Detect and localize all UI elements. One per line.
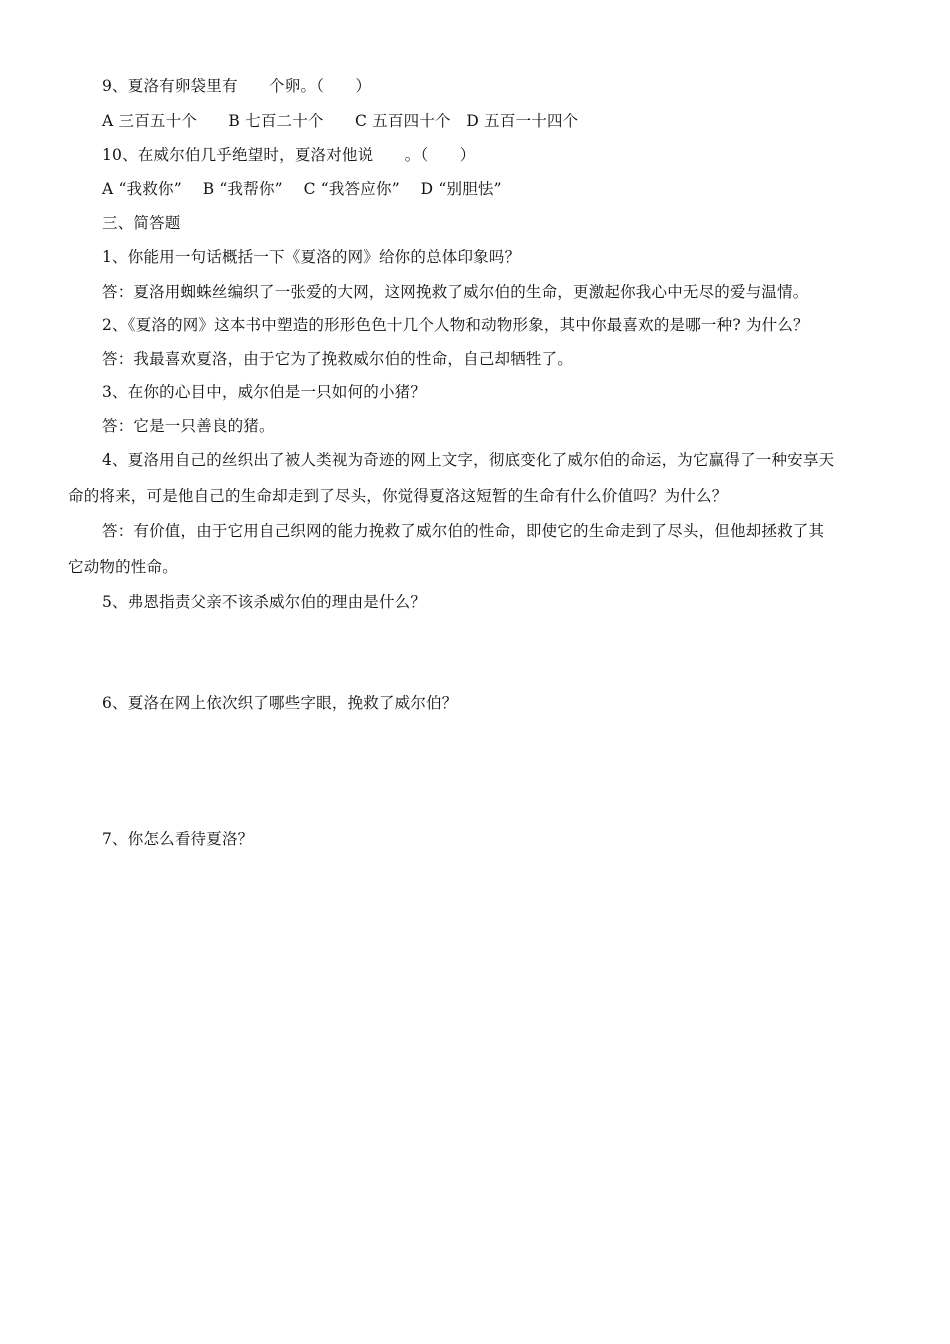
short-question-6: 6、夏洛在网上依次织了哪些字眼，挽救了威尔伯？ — [102, 694, 458, 712]
short-answer-3: 答：它是一只善良的猪。 — [102, 417, 275, 435]
question-10: 10、在威尔伯几乎绝望时，夏洛对他说 。（ ） — [102, 146, 476, 164]
short-question-2: 2、《夏洛的网》这本书中塑造的形形色色十几个人物和动物形象，其中你最喜欢的是哪一种? 为什么？ — [102, 316, 809, 334]
short-question-4-line-1: 4、夏洛用自己的丝织出了被人类视为奇迹的网上文字，彻底变化了威尔伯的命运，为它赢得了一种安享天 — [102, 451, 835, 469]
short-answer-4-line-1: 答：有价值，由于它用自己织网的能力挽救了威尔伯的性命，即使它的生命走到了尽头，但他却拯救了其 — [102, 522, 825, 540]
section-heading-short-answer: 三、简答题 — [102, 214, 181, 232]
question-9-options: A 三百五十个 B 七百二十个 C 五百四十个 D 五百一十四个 — [102, 112, 579, 130]
short-question-3: 3、在你的心目中，威尔伯是一只如何的小猪？ — [102, 383, 427, 401]
short-question-4-line-2: 命的将来，可是他自己的生命却走到了尽头，你觉得夏洛这短暂的生命有什么价值吗？为什么？ — [68, 487, 728, 505]
short-question-5: 5、弗恩指责父亲不该杀威尔伯的理由是什么？ — [102, 593, 427, 611]
question-9: 9、夏洛有卵袋里有 个卵。（ ） — [102, 77, 372, 95]
short-question-7: 7、你怎么看待夏洛？ — [102, 830, 254, 848]
short-answer-2: 答：我最喜欢夏洛，由于它为了挽救威尔伯的性命，自己却牺牲了。 — [102, 350, 574, 368]
short-answer-1: 答：夏洛用蜘蛛丝编织了一张爱的大网，这网挽救了威尔伯的生命，更激起你我心中无尽的爱与温情。 — [102, 283, 809, 301]
short-question-1: 1、你能用一句话概括一下《夏洛的网》给你的总体印象吗？ — [102, 248, 521, 266]
question-10-options: A “我救你” B “我帮你” C “我答应你” D “别胆怯” — [102, 180, 502, 198]
short-answer-4-line-2: 它动物的性命。 — [68, 558, 178, 576]
